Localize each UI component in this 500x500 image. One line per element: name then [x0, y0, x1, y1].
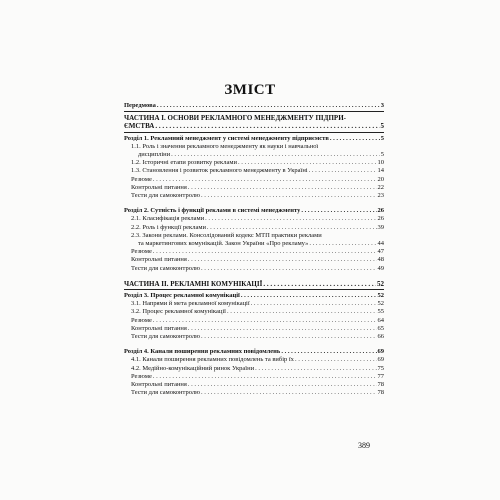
toc-entry	[124, 159, 384, 167]
toc-entry	[124, 248, 384, 256]
toc-entry-page: 5	[380, 122, 384, 131]
toc-entry-page: 55	[377, 308, 384, 316]
toc-entry-page: 49	[377, 264, 384, 272]
toc-entry-page: 26	[377, 215, 384, 223]
toc-entry-text: Розділ 3. Процес рекламної комунікації	[124, 292, 240, 300]
toc-entry-page: 78	[377, 389, 384, 397]
toc-entry-text: ЄМСТВА	[124, 122, 155, 131]
toc-entry	[124, 143, 384, 151]
toc-entry	[124, 308, 384, 316]
toc-entry-text: 3.1. Напрями й мета рекламної комунікації	[131, 300, 250, 308]
toc-entry-text: Резюме	[131, 372, 152, 380]
toc-entry-text: Контрольні питання	[131, 381, 187, 389]
toc-entry	[124, 224, 384, 232]
toc-entry	[124, 176, 384, 184]
toc-entry-page: 39	[377, 223, 384, 231]
divider	[124, 111, 384, 112]
toc-entry-page: 64	[377, 316, 384, 324]
toc-entry	[124, 317, 384, 325]
toc-entry-text: 2.1. Класифікація реклами	[131, 215, 205, 223]
toc-entry-text: Тести для самоконтролю	[131, 333, 200, 341]
toc-entry-text: Резюме	[131, 175, 152, 183]
toc-entry-page: 23	[377, 192, 384, 200]
toc-entry-text: Резюме	[131, 248, 152, 256]
toc-entry-page: 3	[380, 102, 384, 109]
toc-entry	[124, 365, 384, 373]
toc-entry-text: Резюме	[131, 316, 152, 324]
toc-entry-page: 52	[377, 292, 384, 300]
toc-section-1	[124, 135, 384, 143]
toc-entry-text: 2.3. Закони реклами. Консолідований кодекс МТП практики реклами	[131, 231, 322, 239]
toc-entry-page: 22	[377, 183, 384, 191]
toc-section-4	[124, 348, 384, 356]
toc-entry	[124, 184, 384, 192]
toc-part-2	[124, 280, 384, 288]
toc-entry-page: 20	[377, 175, 384, 183]
toc-entry-page: 14	[377, 167, 384, 175]
toc-entry-page: 69	[377, 356, 384, 364]
toc-entry-page: 5	[380, 151, 384, 159]
toc-entry-text: Розділ 2. Сутність і функції реклами в системі менеджменту	[124, 207, 301, 215]
toc-entry-page: 10	[377, 159, 384, 167]
toc-entry-text: 1.2. Історичні етапи розвитку реклами	[131, 159, 237, 167]
toc-entry-text: Тести для самоконтролю	[131, 264, 200, 272]
toc-entry-text: Передмова	[124, 102, 156, 109]
page-number: 389	[358, 441, 370, 450]
toc-entry-page: 48	[377, 256, 384, 264]
toc-entry-page: 47	[377, 248, 384, 256]
toc-entry-text: Тести для самоконтролю	[131, 192, 200, 200]
toc-entry-page: 52	[377, 300, 384, 308]
toc-entry-page: 5	[380, 134, 384, 142]
toc-entry-page: 52	[377, 279, 384, 288]
toc-entry	[124, 373, 384, 381]
toc-entry-text: 3.2. Процес рекламної комунікації	[131, 308, 226, 316]
toc-entry-text: дисципліни	[138, 151, 171, 159]
toc-entry	[124, 389, 384, 397]
toc-entry-page: 44	[377, 240, 384, 248]
toc-part-1	[124, 114, 384, 122]
toc-entry	[124, 356, 384, 364]
toc-entry-text: Контрольні питання	[131, 256, 187, 264]
toc-entry-text: 2.2. Роль і функції реклами	[131, 223, 206, 231]
toc-entry-page: 69	[377, 348, 384, 356]
toc-entry	[124, 325, 384, 333]
divider	[124, 289, 384, 290]
toc-section-2	[124, 207, 384, 215]
toc-entry-page: 66	[377, 333, 384, 341]
toc-entry-page: 78	[377, 381, 384, 389]
toc-entry-text: та маркетингових комунікацій. Закон України «Про рекламу»	[138, 240, 309, 248]
toc-entry-page: 26	[377, 207, 384, 215]
toc-entry-page: 65	[377, 324, 384, 332]
toc-entry	[124, 240, 384, 248]
toc-entry-page: 75	[377, 364, 384, 372]
toc-entry-text: 1.1. Роль і значення рекламного менеджменту як науки і навчальної	[131, 142, 319, 150]
toc-entry	[124, 381, 384, 389]
toc-entry-text: Контрольні питання	[131, 324, 187, 332]
toc-entry	[124, 300, 384, 308]
toc-entry-text: Контрольні питання	[131, 183, 187, 191]
toc-entry-text: ЧАСТИНА І. ОСНОВИ РЕКЛАМНОГО МЕНЕДЖМЕНТУ ПІДПРИ-	[124, 114, 346, 123]
toc-entry-text: Розділ 4. Канали поширення рекламних повідомлень	[124, 348, 281, 356]
toc-entry-text: 4.1. Канали поширення рекламних повідомлень та вибір їх	[131, 356, 294, 364]
toc-entry	[124, 232, 384, 240]
toc-entry-text: ЧАСТИНА ІІ. РЕКЛАМНІ КОМУНІКАЦІЇ	[124, 279, 263, 288]
divider	[124, 132, 384, 133]
toc-entry-text: 4.2. Медійно-комунікаційний ринок України	[131, 364, 255, 372]
toc-title: ЗМІСТ	[224, 82, 276, 98]
toc-entry	[124, 265, 384, 273]
toc-entry	[124, 192, 384, 200]
toc-entry-text: 1.3. Становлення і розвиток рекламного менеджменту в Україні	[131, 167, 308, 175]
toc-entry	[124, 333, 384, 341]
toc-entry-page: 77	[377, 372, 384, 380]
toc-entry-text: Розділ 1. Рекламний менеджмент у системі менеджменту підприємств	[124, 134, 329, 142]
toc-entry	[124, 256, 384, 264]
toc-section-3	[124, 292, 384, 300]
toc-entry	[124, 151, 384, 159]
toc-entry	[124, 215, 384, 223]
toc-entry-text: Тести для самоконтролю	[131, 389, 200, 397]
table-of-contents	[124, 102, 384, 398]
toc-part-1-cont	[124, 122, 384, 130]
toc-entry	[124, 167, 384, 175]
toc-entry-preface	[124, 102, 384, 110]
